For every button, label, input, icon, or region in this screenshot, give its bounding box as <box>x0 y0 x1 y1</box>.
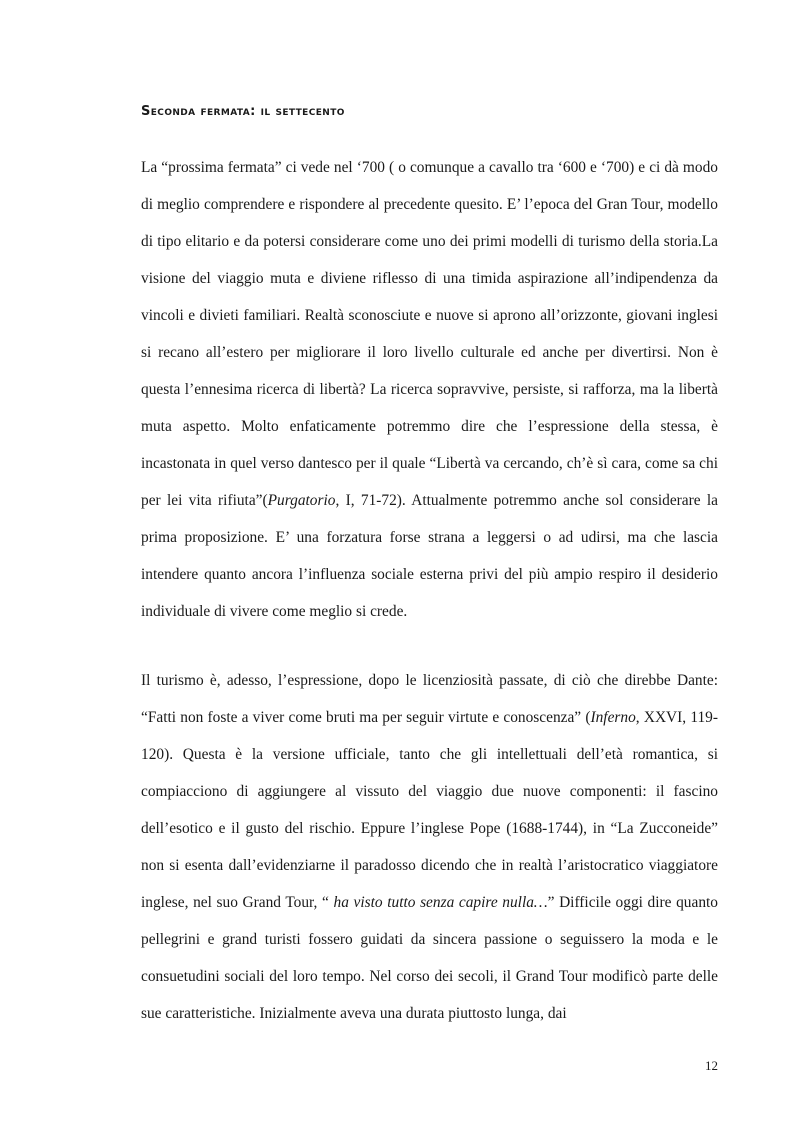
paragraph-1 <box>141 149 718 630</box>
citation-purgatorio: Purgatorio <box>267 492 336 509</box>
paragraph-2 <box>141 662 718 1032</box>
section-heading: Seconda fermata: il settecento <box>141 104 345 119</box>
pope-quote: ha visto tutto senza capire nulla… <box>333 894 548 911</box>
page-number: 12 <box>705 1058 718 1073</box>
citation-inferno: Inferno <box>590 709 636 726</box>
paragraph-2-text-b: , XXVI, 119-120). Questa è la versione ufficiale, tanto che gli intellettuali dell’età romantica, si compiacciono di aggiungere al vissuto del viaggio due nuove componenti: il fascino dell’esotico e il gusto del rischio. Eppure l’inglese Pope (1688-1744), in “La Zucconeide” non si esenta dall’evidenziarne il paradosso dicendo che in realtà l’aristocratico viaggiatore inglese, nel suo Grand Tour, “ <box>141 709 718 911</box>
paragraph-2-text-a: Il turismo è, adesso, l’espressione, dopo le licenziosità passate, di ciò che direbbe Dante: “Fatti non foste a viver come bruti ma per seguir virtute e conoscenza” ( <box>141 672 718 726</box>
paragraph-1-text-a: La “prossima fermata” ci vede nel ‘700 ( o comunque a cavallo tra ‘600 e ‘700) e ci dà modo di meglio comprendere e rispondere al precedente quesito. E’ l’epoca del Gran Tour, modello di tipo elitario e da potersi considerare come uno dei primi modelli di turismo della storia.La visione del viaggio muta e diviene riflesso di una timida aspirazione all’indipendenza da vincoli e divieti familiari. Realtà sconosciute e nuove si aprono all’orizzonte, giovani inglesi si recano all’estero per migliorare il loro livello culturale ed anche per divertirsi. Non è questa l’ennesima ricerca di libertà? La ricerca sopravvive, persiste, si rafforza, ma la libertà muta aspetto. Molto enfaticamente potremmo dire che l’espressione della stessa, è incastonata in quel verso dantesco per il quale “Libertà va cercando, ch’è sì cara, come sa chi per lei vita rifiuta”( <box>141 159 718 509</box>
paragraph-2-text-c: ” Difficile oggi dire quanto pellegrini e grand turisti fossero guidati da sincera passione o seguissero la moda e le consuetudini sociali del loro tempo. Nel corso dei secoli, il Grand Tour modificò parte delle sue caratteristiche. Inizialmente aveva una durata piuttosto lunga, dai <box>141 894 718 1022</box>
paragraph-1-text-b: , I, 71-72). Attualmente potremmo anche sol considerare la prima proposizione. E’ una forzatura forse strana a leggersi o ad udirsi, ma che lascia intendere quanto ancora l’influenza sociale esterna privi del più ampio respiro il desiderio individuale di vivere come meglio si crede. <box>141 492 718 620</box>
